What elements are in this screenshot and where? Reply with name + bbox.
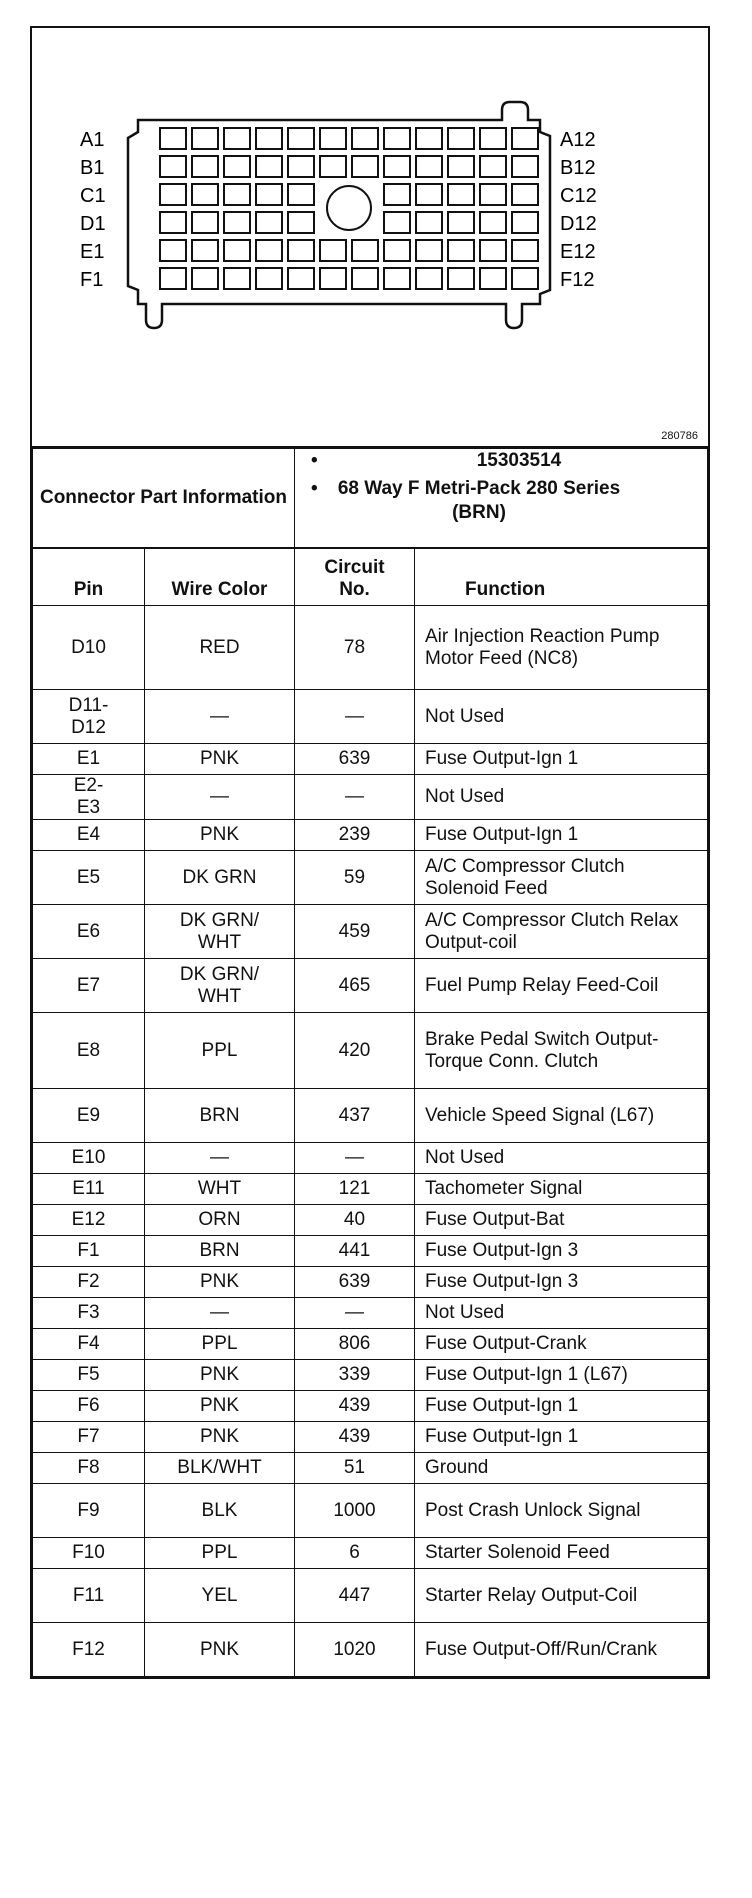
pin-cavity [480, 128, 506, 149]
part-info-label: Connector Part Information [33, 449, 295, 548]
pin-cavity [160, 268, 186, 289]
function-cell: A/C Compressor Clutch Solenoid Feed [415, 851, 708, 905]
pin-cavity [480, 156, 506, 177]
row-label-right: F12 [560, 269, 595, 291]
circuit-cell: 437 [295, 1089, 415, 1143]
pin-cavity [384, 184, 410, 205]
wire-color-cell: PNK [145, 1623, 295, 1677]
table-row [33, 1267, 708, 1298]
row-label-left: D1 [80, 213, 106, 235]
wire-color-cell: — [145, 1298, 295, 1329]
circuit-cell: 439 [295, 1422, 415, 1453]
pin-cell: E5 [33, 851, 145, 905]
circuit-cell: 40 [295, 1205, 415, 1236]
pin-cell: F1 [33, 1236, 145, 1267]
circuit-cell: 1000 [295, 1484, 415, 1538]
center-bolt-hole [327, 186, 371, 230]
pin-cavity [384, 156, 410, 177]
table-row [33, 690, 708, 744]
pin-cavity [384, 240, 410, 261]
pin-cavity [288, 212, 314, 233]
pin-cavity [288, 268, 314, 289]
circuit-cell: 447 [295, 1569, 415, 1623]
connector-face-svg [32, 28, 708, 446]
wire-color-cell: WHT [145, 1174, 295, 1205]
pin-cell: F9 [33, 1484, 145, 1538]
wire-color-cell: BRN [145, 1089, 295, 1143]
table-row [33, 851, 708, 905]
pin-cavity [288, 240, 314, 261]
circuit-cell: 441 [295, 1236, 415, 1267]
pin-cavity [480, 184, 506, 205]
circuit-cell: 51 [295, 1453, 415, 1484]
function-cell: A/C Compressor Clutch Relax Output-coil [415, 905, 708, 959]
wire-color-cell: BRN [145, 1236, 295, 1267]
function-cell: Fuse Output-Crank [415, 1329, 708, 1360]
pin-cell: E2-E3 [33, 775, 145, 820]
pin-cavity [448, 268, 474, 289]
function-cell: Not Used [415, 775, 708, 820]
pin-cavity [160, 212, 186, 233]
circuit-cell: 439 [295, 1391, 415, 1422]
pin-cell: F2 [33, 1267, 145, 1298]
pin-cavity [192, 268, 218, 289]
function-cell: Fuse Output-Ign 3 [415, 1236, 708, 1267]
pin-cavity [320, 240, 346, 261]
table-row [33, 959, 708, 1013]
pin-cavity [320, 156, 346, 177]
pin-cavity [448, 128, 474, 149]
wire-color-cell: PNK [145, 820, 295, 851]
function-cell: Fuse Output-Ign 1 (L67) [415, 1360, 708, 1391]
row-label-left: C1 [80, 185, 106, 207]
pin-cavity [448, 184, 474, 205]
header-pin: Pin [33, 549, 145, 606]
part-info-values [295, 449, 708, 548]
wire-color-cell: PNK [145, 1391, 295, 1422]
header-wire-color: Wire Color [145, 549, 295, 606]
table-row [33, 606, 708, 690]
table-row [33, 1205, 708, 1236]
circuit-cell: — [295, 1143, 415, 1174]
function-cell: Starter Relay Output-Coil [415, 1569, 708, 1623]
pin-cavity [416, 184, 442, 205]
pin-cavity [416, 128, 442, 149]
pin-cavity [160, 184, 186, 205]
pin-cavity [224, 184, 250, 205]
pin-cell: E12 [33, 1205, 145, 1236]
pin-cavity [192, 212, 218, 233]
pin-cavity [480, 212, 506, 233]
pin-cavity [192, 184, 218, 205]
wire-color-cell: PNK [145, 1360, 295, 1391]
pin-cavity [448, 212, 474, 233]
pin-cavity [352, 240, 378, 261]
circuit-cell: — [295, 775, 415, 820]
pin-cavity [512, 184, 538, 205]
pin-cell: F12 [33, 1623, 145, 1677]
function-cell: Not Used [415, 1298, 708, 1329]
circuit-cell: 639 [295, 744, 415, 775]
pin-cavity [480, 240, 506, 261]
function-cell: Brake Pedal Switch Output-Torque Conn. Clutch [415, 1013, 708, 1089]
table-row [33, 1360, 708, 1391]
pin-cell: F6 [33, 1391, 145, 1422]
pin-cavity [288, 128, 314, 149]
pin-cavity [448, 240, 474, 261]
function-cell: Fuse Output-Ign 3 [415, 1267, 708, 1298]
pin-cavity [224, 128, 250, 149]
pin-cavity [192, 156, 218, 177]
connector-type: • 68 Way F Metri-Pack 280 Series (BRN) [311, 478, 621, 523]
pin-cavity [320, 128, 346, 149]
pin-cavity [352, 128, 378, 149]
function-cell: Ground [415, 1453, 708, 1484]
pin-cell: F4 [33, 1329, 145, 1360]
pin-cavity [224, 240, 250, 261]
function-cell: Fuse Output-Ign 1 [415, 744, 708, 775]
pin-cavity [256, 156, 282, 177]
table-row [33, 1298, 708, 1329]
row-label-right: C12 [560, 185, 597, 207]
wire-color-cell: RED [145, 606, 295, 690]
pinout-header-row [33, 549, 708, 606]
table-row [33, 820, 708, 851]
pin-cavity [416, 156, 442, 177]
pin-cell: E1 [33, 744, 145, 775]
pin-cavity [288, 156, 314, 177]
circuit-cell: 6 [295, 1538, 415, 1569]
pin-cavity [224, 268, 250, 289]
table-row [33, 1422, 708, 1453]
function-cell: Vehicle Speed Signal (L67) [415, 1089, 708, 1143]
connector-face-diagram [32, 28, 708, 448]
table-row [33, 1174, 708, 1205]
pin-cavity [256, 268, 282, 289]
table-row [33, 1453, 708, 1484]
figure-number: 280786 [661, 430, 698, 442]
pin-cavity [224, 212, 250, 233]
circuit-cell: 806 [295, 1329, 415, 1360]
table-row [33, 1236, 708, 1267]
part-info-table [32, 448, 708, 548]
header-circuit-no: Circuit No. [295, 549, 415, 606]
table-row [33, 905, 708, 959]
wire-color-cell: YEL [145, 1569, 295, 1623]
pin-cell: D10 [33, 606, 145, 690]
pin-cavity [384, 268, 410, 289]
circuit-cell: 459 [295, 905, 415, 959]
pin-cavity [160, 240, 186, 261]
function-cell: Fuse Output-Ign 1 [415, 1391, 708, 1422]
pin-cavity [224, 156, 250, 177]
pin-cell: F11 [33, 1569, 145, 1623]
pin-cavity [448, 156, 474, 177]
pin-cavity [384, 128, 410, 149]
pin-cavity [160, 156, 186, 177]
function-cell: Fuse Output-Bat [415, 1205, 708, 1236]
pin-cell: E8 [33, 1013, 145, 1089]
function-cell: Fuse Output-Off/Run/Crank [415, 1623, 708, 1677]
wire-color-cell: PPL [145, 1538, 295, 1569]
pin-cavity [416, 240, 442, 261]
pin-cavity [416, 268, 442, 289]
wire-color-cell: DK GRN/ WHT [145, 905, 295, 959]
wire-color-cell: PPL [145, 1013, 295, 1089]
row-label-left: B1 [80, 157, 105, 179]
pin-cavity [480, 268, 506, 289]
circuit-cell: 78 [295, 606, 415, 690]
wire-color-cell: PPL [145, 1329, 295, 1360]
table-row [33, 1569, 708, 1623]
pin-cell: F10 [33, 1538, 145, 1569]
wire-color-cell: BLK/WHT [145, 1453, 295, 1484]
function-cell: Starter Solenoid Feed [415, 1538, 708, 1569]
pin-cavity [192, 240, 218, 261]
wire-color-cell: DK GRN [145, 851, 295, 905]
wire-color-cell: ORN [145, 1205, 295, 1236]
pin-cavity [512, 268, 538, 289]
part-number: • 15303514 [311, 450, 562, 471]
circuit-cell: 1020 [295, 1623, 415, 1677]
circuit-cell: 121 [295, 1174, 415, 1205]
wire-color-cell: — [145, 775, 295, 820]
pin-cavity [256, 184, 282, 205]
wire-color-cell: DK GRN/ WHT [145, 959, 295, 1013]
function-cell: Air Injection Reaction Pump Motor Feed (NC8) [415, 606, 708, 690]
pin-cell: F5 [33, 1360, 145, 1391]
pin-cell: E7 [33, 959, 145, 1013]
circuit-cell: 239 [295, 820, 415, 851]
function-cell: Tachometer Signal [415, 1174, 708, 1205]
circuit-cell: — [295, 690, 415, 744]
connector-sheet [30, 26, 710, 1679]
pin-cavity [512, 212, 538, 233]
function-cell: Not Used [415, 1143, 708, 1174]
table-row [33, 1329, 708, 1360]
pin-cavity [512, 128, 538, 149]
wire-color-cell: PNK [145, 1267, 295, 1298]
table-row [33, 775, 708, 820]
table-row [33, 1538, 708, 1569]
circuit-cell: 420 [295, 1013, 415, 1089]
circuit-cell: 639 [295, 1267, 415, 1298]
table-row [33, 744, 708, 775]
row-label-left: E1 [80, 241, 105, 263]
row-label-right: A12 [560, 129, 596, 151]
pin-cell: E9 [33, 1089, 145, 1143]
function-cell: Post Crash Unlock Signal [415, 1484, 708, 1538]
pin-cell: F7 [33, 1422, 145, 1453]
circuit-cell: — [295, 1298, 415, 1329]
pin-cavity [288, 184, 314, 205]
row-label-right: D12 [560, 213, 597, 235]
wire-color-cell: PNK [145, 1422, 295, 1453]
header-function: Function [415, 549, 708, 606]
pin-cavity [352, 156, 378, 177]
pin-cell: D11-D12 [33, 690, 145, 744]
pin-cavity [512, 240, 538, 261]
pin-cavity [256, 212, 282, 233]
pin-cavity [256, 128, 282, 149]
pin-cavity [320, 268, 346, 289]
wire-color-cell: PNK [145, 744, 295, 775]
circuit-cell: 339 [295, 1360, 415, 1391]
pin-cavity [192, 128, 218, 149]
function-cell: Fuse Output-Ign 1 [415, 1422, 708, 1453]
pin-cavity [416, 212, 442, 233]
pinout-table [32, 548, 708, 1677]
circuit-cell: 465 [295, 959, 415, 1013]
pin-cavity [160, 128, 186, 149]
pin-cavity [512, 156, 538, 177]
wire-color-cell: — [145, 690, 295, 744]
pin-cell: E11 [33, 1174, 145, 1205]
pin-cavity [256, 240, 282, 261]
row-label-left: A1 [80, 129, 105, 151]
pinout-rows [33, 606, 708, 1677]
pin-cell: E6 [33, 905, 145, 959]
function-cell: Fuse Output-Ign 1 [415, 820, 708, 851]
row-label-left: F1 [80, 269, 104, 291]
pin-cavity [384, 212, 410, 233]
table-row [33, 1623, 708, 1677]
table-row [33, 1391, 708, 1422]
table-row [33, 1013, 708, 1089]
table-row [33, 1484, 708, 1538]
wire-color-cell: BLK [145, 1484, 295, 1538]
function-cell: Fuel Pump Relay Feed-Coil [415, 959, 708, 1013]
pin-cavity [352, 268, 378, 289]
table-row [33, 1089, 708, 1143]
pin-cell: E10 [33, 1143, 145, 1174]
pin-cell: E4 [33, 820, 145, 851]
circuit-cell: 59 [295, 851, 415, 905]
pin-cell: F8 [33, 1453, 145, 1484]
pin-cell: F3 [33, 1298, 145, 1329]
wire-color-cell: — [145, 1143, 295, 1174]
row-label-right: E12 [560, 241, 596, 263]
row-label-right: B12 [560, 157, 596, 179]
function-cell: Not Used [415, 690, 708, 744]
table-row [33, 1143, 708, 1174]
